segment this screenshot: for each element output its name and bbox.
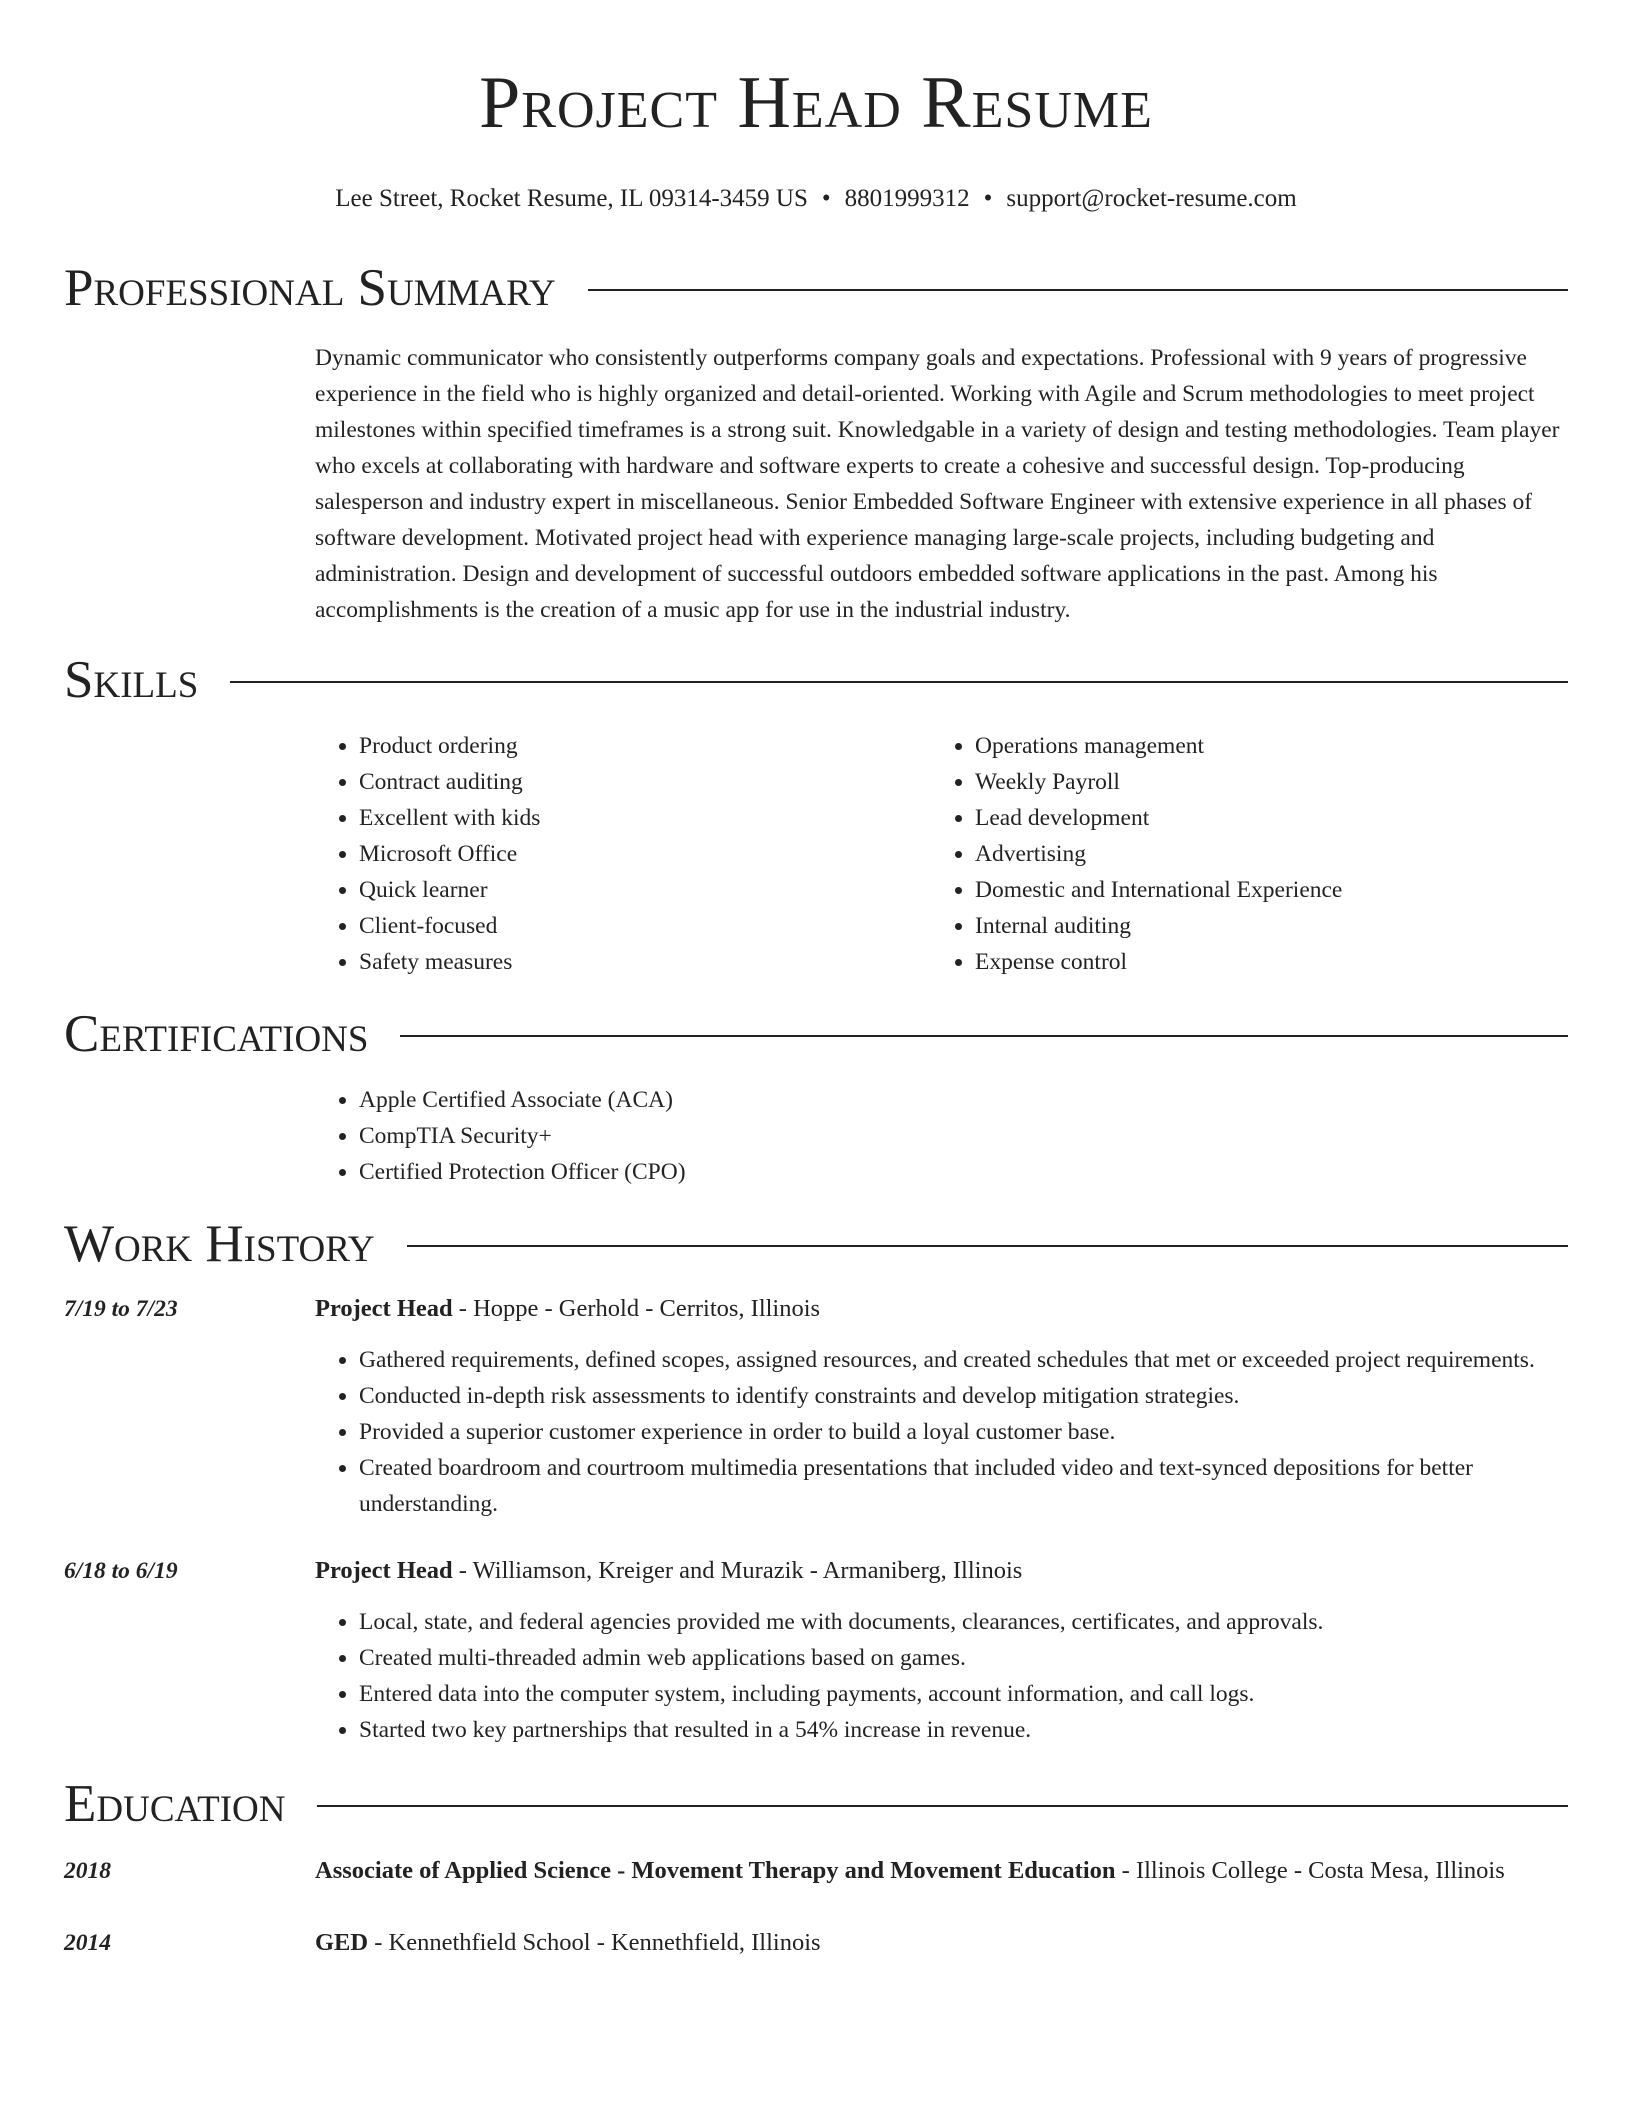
skill-item: • Weekly Payroll bbox=[975, 764, 1547, 800]
job-entry bbox=[64, 1552, 1568, 1748]
contact-email: support@rocket-resume.com bbox=[1006, 185, 1297, 212]
skill-item: • Product ordering bbox=[359, 728, 931, 764]
contact-line bbox=[64, 184, 1568, 214]
skills-section-header bbox=[64, 648, 1568, 712]
skills-heading: Skills bbox=[64, 651, 199, 709]
page-title: Project Head Resume bbox=[479, 62, 1153, 144]
skill-item: • Advertising bbox=[975, 836, 1547, 872]
job-entry bbox=[64, 1290, 1568, 1522]
section-divider bbox=[400, 1035, 1568, 1037]
education-degree: Associate of Applied Science - Movement Therapy and Movement Education bbox=[315, 1857, 1116, 1884]
education-degree: GED bbox=[315, 1929, 369, 1956]
education-details: - Kennethfield School - Kennethfield, Illinois bbox=[368, 1929, 821, 1956]
summary-section-header bbox=[64, 256, 1568, 320]
job-bullet: • Conducted in-depth risk assessments to identify constraints and develop mitigation strategies. bbox=[359, 1378, 1568, 1414]
skill-item: • Expense control bbox=[975, 944, 1547, 980]
skill-item: • Safety measures bbox=[359, 944, 931, 980]
education-section-header bbox=[64, 1772, 1568, 1836]
skill-item: • Excellent with kids bbox=[359, 800, 931, 836]
education-date: 2014 bbox=[64, 1930, 111, 1956]
job-bullet: • Created multi-threaded admin web applications based on games. bbox=[359, 1640, 1568, 1676]
job-bullet: • Entered data into the computer system, including payments, account information, and call logs. bbox=[359, 1676, 1568, 1712]
job-bullet: • Started two key partnerships that resulted in a 54% increase in revenue. bbox=[359, 1712, 1568, 1748]
contact-phone: 8801999312 bbox=[844, 185, 970, 212]
section-divider bbox=[230, 681, 1568, 683]
education-main bbox=[315, 1852, 1568, 1890]
job-header bbox=[315, 1552, 1568, 1590]
skill-item: • Lead development bbox=[975, 800, 1547, 836]
education-date: 2018 bbox=[64, 1858, 111, 1884]
certifications-heading: Certifications bbox=[64, 1005, 369, 1063]
job-title: Project Head bbox=[315, 1295, 453, 1322]
section-divider bbox=[588, 289, 1568, 291]
job-details: - Hoppe - Gerhold - Cerritos, Illinois bbox=[452, 1295, 821, 1322]
job-main bbox=[315, 1552, 1568, 1748]
job-title: Project Head bbox=[315, 1557, 453, 1584]
skills-column-right bbox=[931, 728, 1547, 980]
job-date: 6/18 to 6/19 bbox=[64, 1558, 178, 1584]
skill-item: • Internal auditing bbox=[975, 908, 1547, 944]
education-entry bbox=[64, 1924, 1568, 1962]
skill-item: • Microsoft Office bbox=[359, 836, 931, 872]
skill-item: • Contract auditing bbox=[359, 764, 931, 800]
certification-item: • Apple Certified Associate (ACA) bbox=[359, 1082, 1568, 1118]
certifications-section-header bbox=[64, 1002, 1568, 1066]
summary-text: Dynamic communicator who consistently outperforms company goals and expectations. Professional with 9 years of progressive experience in the field who is highly organized and detail-oriented. Working with Agile and Scrum methodologies to meet project milestones within specified timeframes is a strong suit. Knowledgable in a variety of design and testing methodologies. Team player who excels at collaborating with hardware and software experts to create a cohesive and successful design. Top-producing salesperson and industry expert in miscellaneous. Senior Embedded Software Engineer with extensive experience in all phases of software development. Motivated project head with experience managing large-scale projects, including budgeting and administration. Design and development of successful outdoors embedded software applications in the past. Among his accomplishments is the creation of a music app for use in the industrial industry. bbox=[315, 345, 1560, 623]
section-divider bbox=[317, 1805, 1568, 1807]
job-date: 7/19 to 7/23 bbox=[64, 1296, 178, 1322]
contact-separator: • bbox=[821, 185, 831, 212]
education-entry bbox=[64, 1852, 1568, 1890]
skill-item: • Domestic and International Experience bbox=[975, 872, 1547, 908]
job-bullet: • Gathered requirements, defined scopes, assigned resources, and created schedules that met or exceeded project requirements. bbox=[359, 1342, 1568, 1378]
skill-item: • Operations management bbox=[975, 728, 1547, 764]
work-section-header bbox=[64, 1212, 1568, 1276]
section-divider bbox=[407, 1245, 1568, 1247]
education-heading: Education bbox=[64, 1775, 286, 1833]
work-heading: Work History bbox=[64, 1215, 375, 1273]
certification-item: • CompTIA Security+ bbox=[359, 1118, 1568, 1154]
skill-item: • Client-focused bbox=[359, 908, 931, 944]
job-header bbox=[315, 1290, 1568, 1328]
summary-heading: Professional Summary bbox=[64, 259, 556, 317]
education-details: - Illinois College - Costa Mesa, Illinois bbox=[1115, 1857, 1505, 1884]
job-bullet: • Provided a superior customer experience in order to build a loyal customer base. bbox=[359, 1414, 1568, 1450]
contact-address: Lee Street, Rocket Resume, IL 09314-3459 US bbox=[335, 185, 808, 212]
job-details: - Williamson, Kreiger and Murazik - Armaniberg, Illinois bbox=[452, 1557, 1023, 1584]
skills-list bbox=[315, 728, 1568, 980]
job-main bbox=[315, 1290, 1568, 1522]
skills-column-left bbox=[315, 728, 931, 980]
education-main bbox=[315, 1924, 1568, 1962]
certification-item: • Certified Protection Officer (CPO) bbox=[359, 1154, 1568, 1190]
job-bullet: • Local, state, and federal agencies provided me with documents, clearances, certificates, and approvals. bbox=[359, 1604, 1568, 1640]
job-bullet: • Created boardroom and courtroom multimedia presentations that included video and text-synced depositions for better understanding. bbox=[359, 1450, 1568, 1522]
skill-item: • Quick learner bbox=[359, 872, 931, 908]
contact-separator: • bbox=[983, 185, 993, 212]
certifications-list bbox=[315, 1082, 1568, 1190]
